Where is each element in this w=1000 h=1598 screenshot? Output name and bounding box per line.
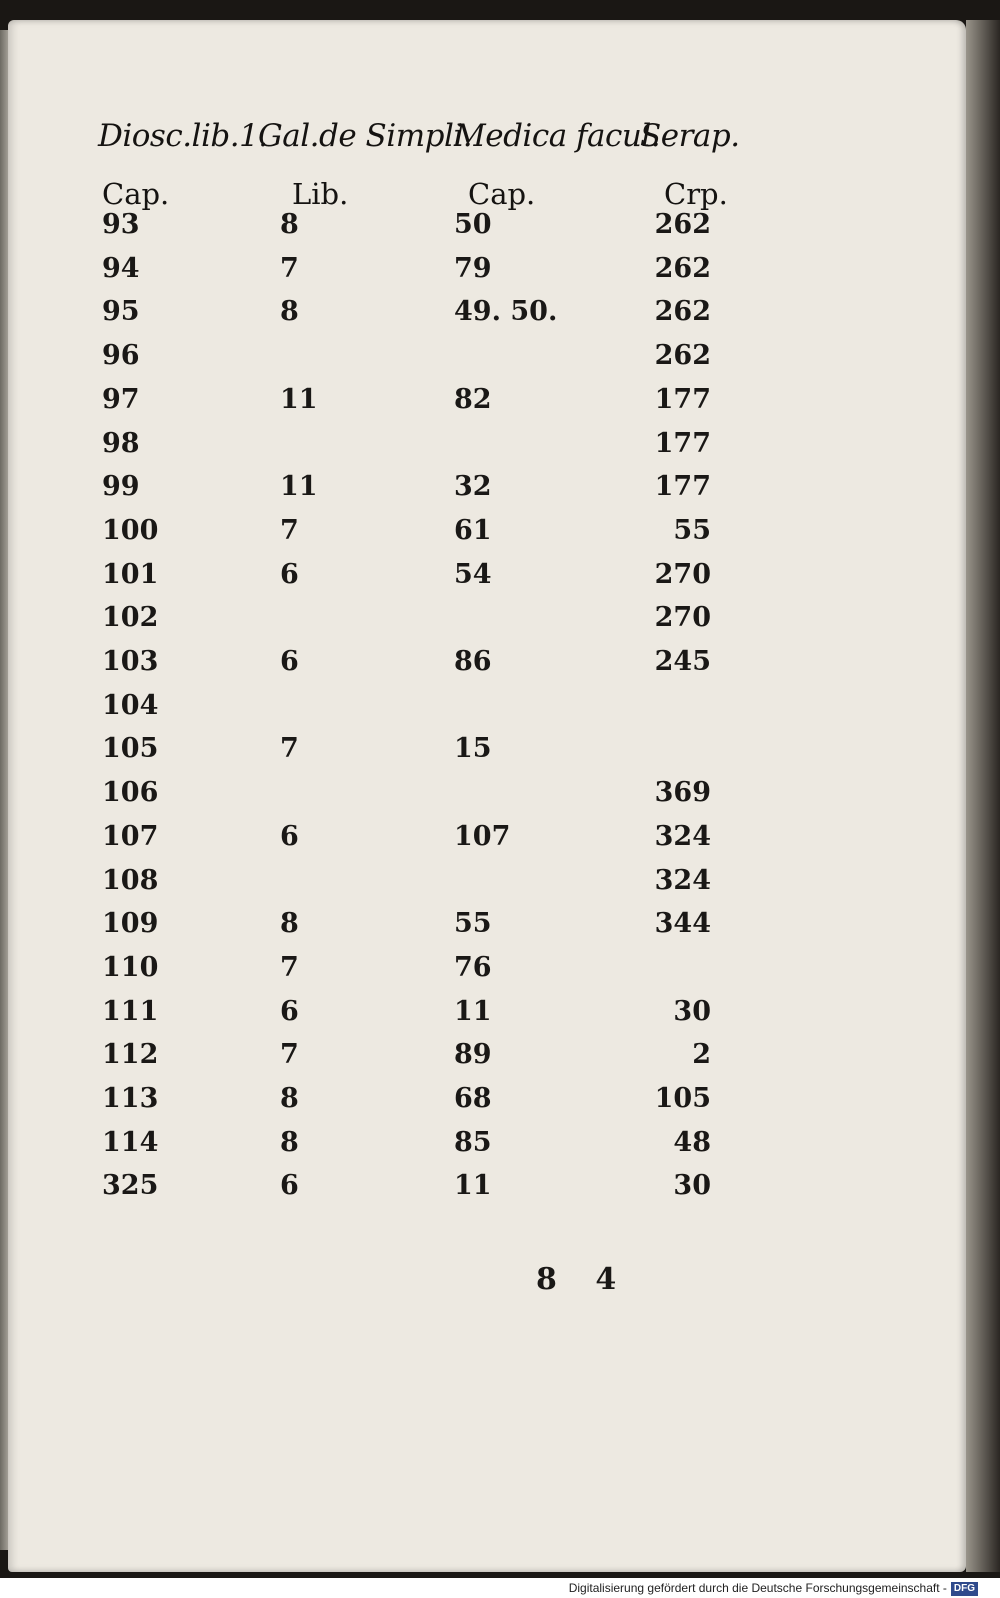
- table-row: [8, 1123, 966, 1163]
- cell-medica-cap: 107: [454, 821, 511, 852]
- table-row: [8, 292, 966, 332]
- table-row: [8, 555, 966, 595]
- cell-dioscorides-cap: 113: [102, 1083, 159, 1114]
- cell-medica-cap: 86: [454, 646, 492, 677]
- cell-medica-cap: 79: [454, 253, 492, 284]
- cell-galen-lib: 6: [280, 821, 299, 852]
- cell-serapion-crp: 324: [654, 865, 711, 896]
- table-row: [8, 904, 966, 944]
- cell-dioscorides-cap: 104: [102, 690, 159, 721]
- cell-dioscorides-cap: 111: [102, 996, 159, 1027]
- table-row: [8, 1079, 966, 1119]
- cell-dioscorides-cap: 94: [102, 253, 140, 284]
- header-dioscorides: Diosc.lib.1.: [98, 118, 268, 154]
- page-edge-right: [966, 20, 1000, 1572]
- cell-serapion-crp: 262: [654, 340, 711, 371]
- table-row: [8, 380, 966, 420]
- digitization-footer: [569, 1578, 978, 1598]
- cell-serapion-crp: 177: [654, 428, 711, 459]
- cell-medica-cap: 15: [454, 733, 492, 764]
- cell-galen-lib: 7: [280, 952, 299, 983]
- cell-medica-cap: 85: [454, 1127, 492, 1158]
- table-row: [8, 511, 966, 551]
- table-row: [8, 642, 966, 682]
- cell-medica-cap: 50: [454, 209, 492, 240]
- table-row: [8, 729, 966, 769]
- cell-galen-lib: 7: [280, 515, 299, 546]
- cell-galen-lib: 8: [280, 1083, 299, 1114]
- table-row: [8, 861, 966, 901]
- subheader-lib: Lib.: [292, 177, 349, 211]
- cell-serapion-crp: 344: [654, 908, 711, 939]
- cell-galen-lib: 6: [280, 559, 299, 590]
- cell-dioscorides-cap: 96: [102, 340, 140, 371]
- subheader-cap: Cap.: [102, 177, 170, 211]
- cell-serapion-crp: 55: [673, 515, 711, 546]
- cell-dioscorides-cap: 114: [102, 1127, 159, 1158]
- cell-galen-lib: 11: [280, 384, 318, 415]
- header-medica-facul: Medica facul.: [454, 118, 661, 154]
- cell-serapion-crp: 270: [654, 559, 711, 590]
- table-row: [8, 1166, 966, 1206]
- dfg-logo: DFG: [951, 1582, 978, 1596]
- cell-medica-cap: 32: [454, 471, 492, 502]
- cell-serapion-crp: 324: [654, 821, 711, 852]
- subheader-cap-2: Cap.: [468, 177, 536, 211]
- table-row: [8, 817, 966, 857]
- cell-dioscorides-cap: 93: [102, 209, 140, 240]
- cell-dioscorides-cap: 99: [102, 471, 140, 502]
- cell-medica-cap: 11: [454, 996, 492, 1027]
- cell-serapion-crp: 262: [654, 296, 711, 327]
- cell-medica-cap: 54: [454, 559, 492, 590]
- cell-serapion-crp: 177: [654, 471, 711, 502]
- cell-dioscorides-cap: 97: [102, 384, 140, 415]
- table-row: [8, 992, 966, 1032]
- cell-serapion-crp: 2: [692, 1039, 711, 1070]
- table-row: [8, 948, 966, 988]
- table-row: [8, 598, 966, 638]
- cell-serapion-crp: 105: [654, 1083, 711, 1114]
- cell-galen-lib: 8: [280, 908, 299, 939]
- cell-galen-lib: 6: [280, 996, 299, 1027]
- cell-dioscorides-cap: 105: [102, 733, 159, 764]
- cell-serapion-crp: 369: [654, 777, 711, 808]
- table-row: [8, 1035, 966, 1075]
- signature-mark: 8 4: [536, 1262, 631, 1297]
- cell-medica-cap: 61: [454, 515, 492, 546]
- cell-galen-lib: 8: [280, 209, 299, 240]
- cell-galen-lib: 6: [280, 646, 299, 677]
- cell-galen-lib: 11: [280, 471, 318, 502]
- cell-galen-lib: 6: [280, 1170, 299, 1201]
- cell-serapion-crp: 270: [654, 602, 711, 633]
- cell-dioscorides-cap: 108: [102, 865, 159, 896]
- cell-medica-cap: 49. 50.: [454, 296, 558, 327]
- cell-medica-cap: 55: [454, 908, 492, 939]
- cell-dioscorides-cap: 106: [102, 777, 159, 808]
- cell-serapion-crp: 30: [673, 996, 711, 1027]
- table-row: [8, 424, 966, 464]
- cell-dioscorides-cap: 110: [102, 952, 159, 983]
- cell-serapion-crp: 245: [654, 646, 711, 677]
- cell-medica-cap: 11: [454, 1170, 492, 1201]
- cell-galen-lib: 8: [280, 296, 299, 327]
- table-row: [8, 205, 966, 245]
- cell-medica-cap: 76: [454, 952, 492, 983]
- table-row: [8, 336, 966, 376]
- book-page: [8, 20, 966, 1572]
- cell-dioscorides-cap: 101: [102, 559, 159, 590]
- cell-galen-lib: 7: [280, 253, 299, 284]
- cell-dioscorides-cap: 98: [102, 428, 140, 459]
- cell-serapion-crp: 262: [654, 253, 711, 284]
- cell-medica-cap: 68: [454, 1083, 492, 1114]
- cell-medica-cap: 89: [454, 1039, 492, 1070]
- cell-medica-cap: 82: [454, 384, 492, 415]
- cell-galen-lib: 8: [280, 1127, 299, 1158]
- cell-dioscorides-cap: 107: [102, 821, 159, 852]
- subheader-crp: Crp.: [664, 177, 728, 211]
- cell-galen-lib: 7: [280, 733, 299, 764]
- cell-dioscorides-cap: 109: [102, 908, 159, 939]
- cell-galen-lib: 7: [280, 1039, 299, 1070]
- cell-serapion-crp: 262: [654, 209, 711, 240]
- table-row: [8, 686, 966, 726]
- header-galen-simpli: Gal.de Simpli.: [258, 118, 473, 154]
- table-row: [8, 773, 966, 813]
- cell-serapion-crp: 177: [654, 384, 711, 415]
- table-row: [8, 467, 966, 507]
- cell-dioscorides-cap: 100: [102, 515, 159, 546]
- header-serapion: Serap.: [640, 118, 740, 154]
- cell-dioscorides-cap: 112: [102, 1039, 159, 1070]
- table-row: [8, 249, 966, 289]
- cell-serapion-crp: 30: [673, 1170, 711, 1201]
- footer-text: Digitalisierung gefördert durch die Deutsche Forschungsgemeinschaft -: [568, 1581, 947, 1595]
- cell-dioscorides-cap: 102: [102, 602, 159, 633]
- cell-dioscorides-cap: 325: [102, 1170, 159, 1201]
- cell-serapion-crp: 48: [673, 1127, 711, 1158]
- cell-dioscorides-cap: 103: [102, 646, 159, 677]
- cell-dioscorides-cap: 95: [102, 296, 140, 327]
